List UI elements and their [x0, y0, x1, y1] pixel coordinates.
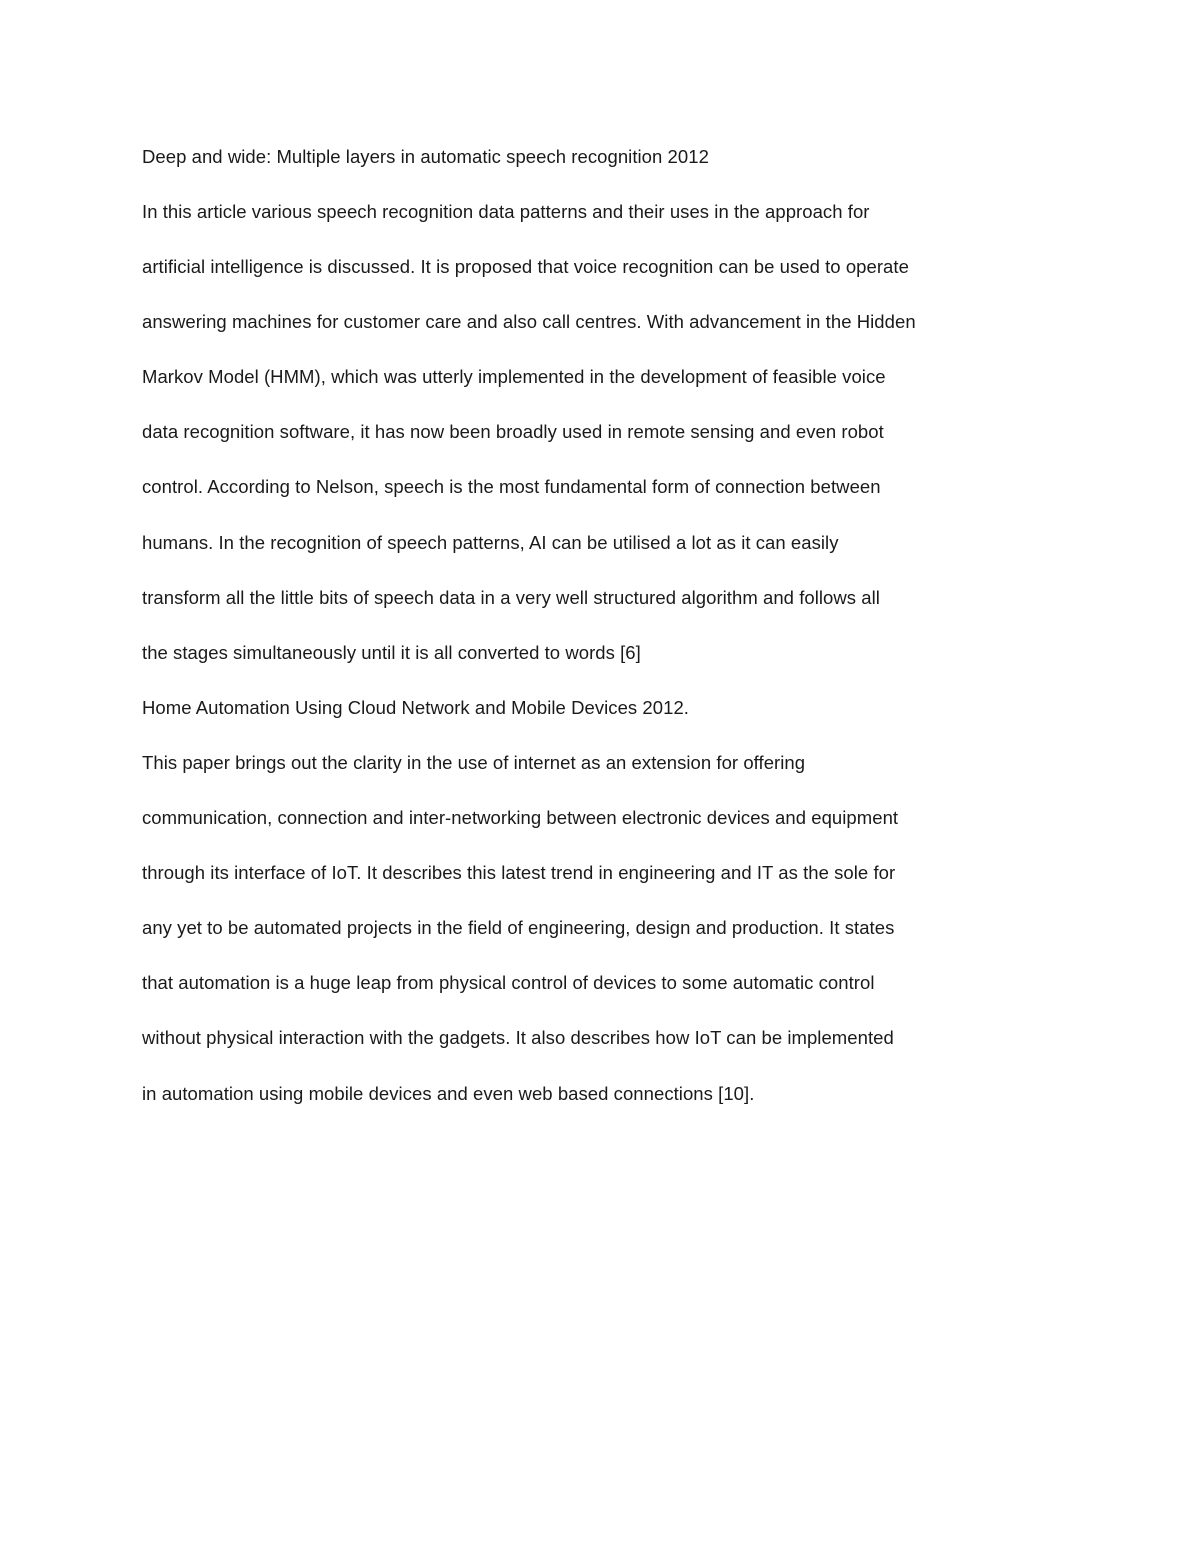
section-2-line-2: communication, connection and inter-networking between electronic devices and equipment: [142, 807, 899, 828]
section-1-line-9: the stages simultaneously until it is all converted to words [6]: [142, 642, 641, 663]
section-1-line-4: Markov Model (HMM), which was utterly implemented in the development of feasible voice: [142, 366, 886, 387]
section-2-line-6: without physical interaction with the gadgets. It also describes how IoT can be implemented: [142, 1027, 894, 1048]
section-1-line-7: humans. In the recognition of speech patterns, AI can be utilised a lot as it can easily: [142, 532, 839, 553]
section-1-line-6: control. According to Nelson, speech is the most fundamental form of connection between: [142, 476, 881, 497]
section-2-line-3: through its interface of IoT. It describes this latest trend in engineering and IT as the sole for: [142, 862, 896, 883]
section-1-heading: Deep and wide: Multiple layers in automatic speech recognition 2012: [142, 146, 709, 167]
section-2-line-5: that automation is a huge leap from physical control of devices to some automatic control: [142, 972, 875, 993]
section-2-line-1: This paper brings out the clarity in the use of internet as an extension for offering: [142, 752, 806, 773]
section-1-line-8: transform all the little bits of speech data in a very well structured algorithm and follows all: [142, 587, 880, 608]
section-1-line-5: data recognition software, it has now been broadly used in remote sensing and even robot: [142, 421, 884, 442]
section-1-line-1: In this article various speech recognition data patterns and their uses in the approach for: [142, 201, 870, 222]
section-2-line-7: in automation using mobile devices and even web based connections [10].: [142, 1083, 755, 1104]
section-1-line-3: answering machines for customer care and also call centres. With advancement in the Hidden: [142, 311, 916, 332]
section-2-heading: Home Automation Using Cloud Network and Mobile Devices 2012.: [142, 697, 689, 718]
section-2-line-4: any yet to be automated projects in the field of engineering, design and production. It states: [142, 917, 895, 938]
section-1-line-2: artificial intelligence is discussed. It is proposed that voice recognition can be used to operate: [142, 256, 909, 277]
